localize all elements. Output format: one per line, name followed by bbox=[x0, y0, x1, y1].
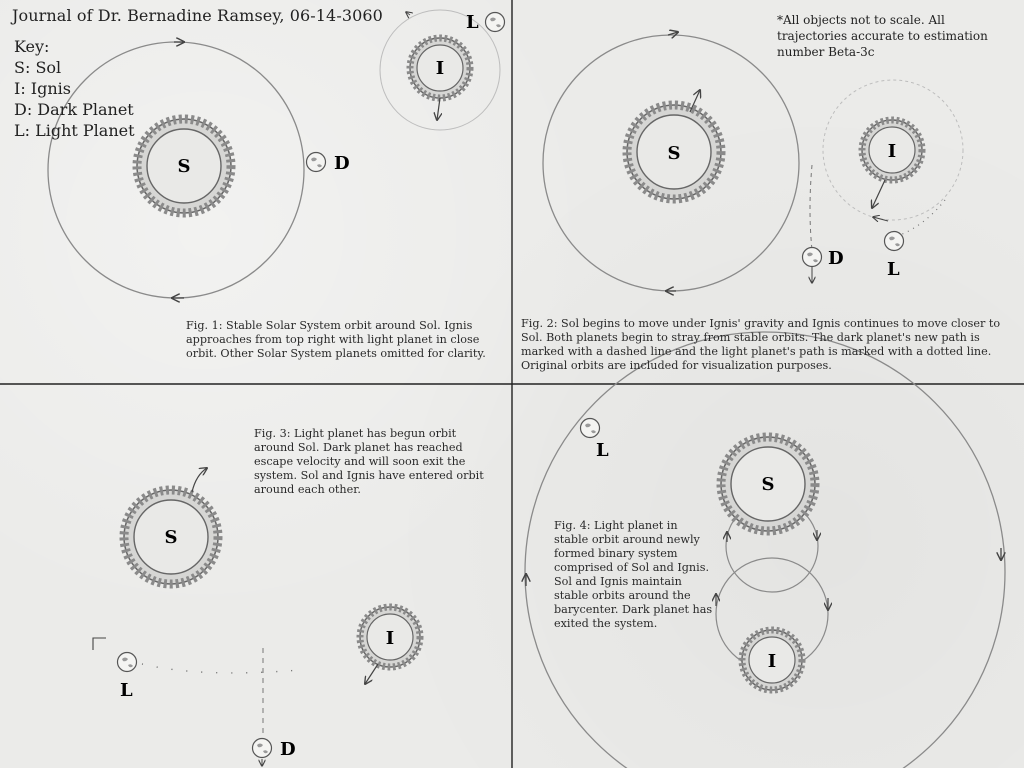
ignis-label: I bbox=[887, 141, 897, 162]
light-planet-label: L bbox=[887, 259, 900, 280]
figure-2-caption: Fig. 2: Sol begins to move under Ignis' gravity and Ignis continues to move closer to Sol. Both planets begin to stray from stable orbits. The dark planet's new path is marked with a dashed line and the light planet's path is marked with a dotted line. Original orbits are included for visualization purposes. bbox=[521, 317, 1001, 372]
sol-label: S bbox=[761, 474, 775, 495]
key-item-dark-planet: D: Dark Planet bbox=[14, 100, 134, 119]
ignis-label: I bbox=[435, 58, 445, 79]
light-planet-label: L bbox=[120, 680, 133, 701]
key-item-sol: S: Sol bbox=[14, 58, 62, 77]
dark-planet-label: D bbox=[334, 153, 350, 174]
figure-2 bbox=[543, 32, 963, 291]
dark-planet-label: D bbox=[828, 248, 844, 269]
dark-planet-icon bbox=[307, 153, 326, 172]
figure-1-caption: Fig. 1: Stable Solar System orbit around Sol. Ignis approaches from top right with light planet in close orbit. Other Solar System planets omitted for clarity. bbox=[186, 319, 486, 360]
light-planet-icon bbox=[118, 653, 137, 672]
figure-3-caption: Fig. 3: Light planet has begun orbit around Sol. Dark planet has reached escape velocity and will soon exit the system. Sol and Ignis have entered orbit around each other. bbox=[254, 427, 484, 496]
light-planet-new-path bbox=[900, 200, 945, 235]
dark-planet-icon bbox=[803, 248, 822, 267]
key-heading: Key: bbox=[14, 37, 50, 56]
light-planet-path bbox=[142, 664, 300, 673]
sol-label: S bbox=[177, 156, 191, 177]
dark-planet-icon bbox=[253, 739, 272, 758]
light-planet-icon bbox=[581, 419, 600, 438]
sol-label: S bbox=[164, 527, 178, 548]
sol-label: S bbox=[667, 143, 681, 164]
dark-planet-new-path bbox=[810, 165, 812, 250]
dark-planet-label: D bbox=[280, 739, 296, 760]
light-planet-label: L bbox=[466, 12, 479, 33]
journal-title: Journal of Dr. Bernadine Ramsey, 06-14-3060 bbox=[12, 6, 383, 25]
light-planet-icon bbox=[486, 13, 505, 32]
figure-4-caption: Fig. 4: Light planet in stable orbit around newly formed binary system comprised of Sol and Ignis. Sol and Ignis maintain stable orbits around the barycenter. Dark planet has exited the system. bbox=[554, 519, 713, 630]
scale-note: *All objects not to scale. All trajectories accurate to estimation number Beta-3c bbox=[777, 13, 988, 59]
ignis-label: I bbox=[767, 651, 777, 672]
key-item-light-planet: L: Light Planet bbox=[14, 121, 135, 140]
key-item-ignis: I: Ignis bbox=[14, 79, 71, 98]
light-planet-label: L bbox=[596, 440, 609, 461]
light-planet-icon bbox=[885, 232, 904, 251]
ignis-label: I bbox=[385, 628, 395, 649]
figure-3 bbox=[93, 468, 420, 766]
legend-key bbox=[14, 36, 135, 141]
